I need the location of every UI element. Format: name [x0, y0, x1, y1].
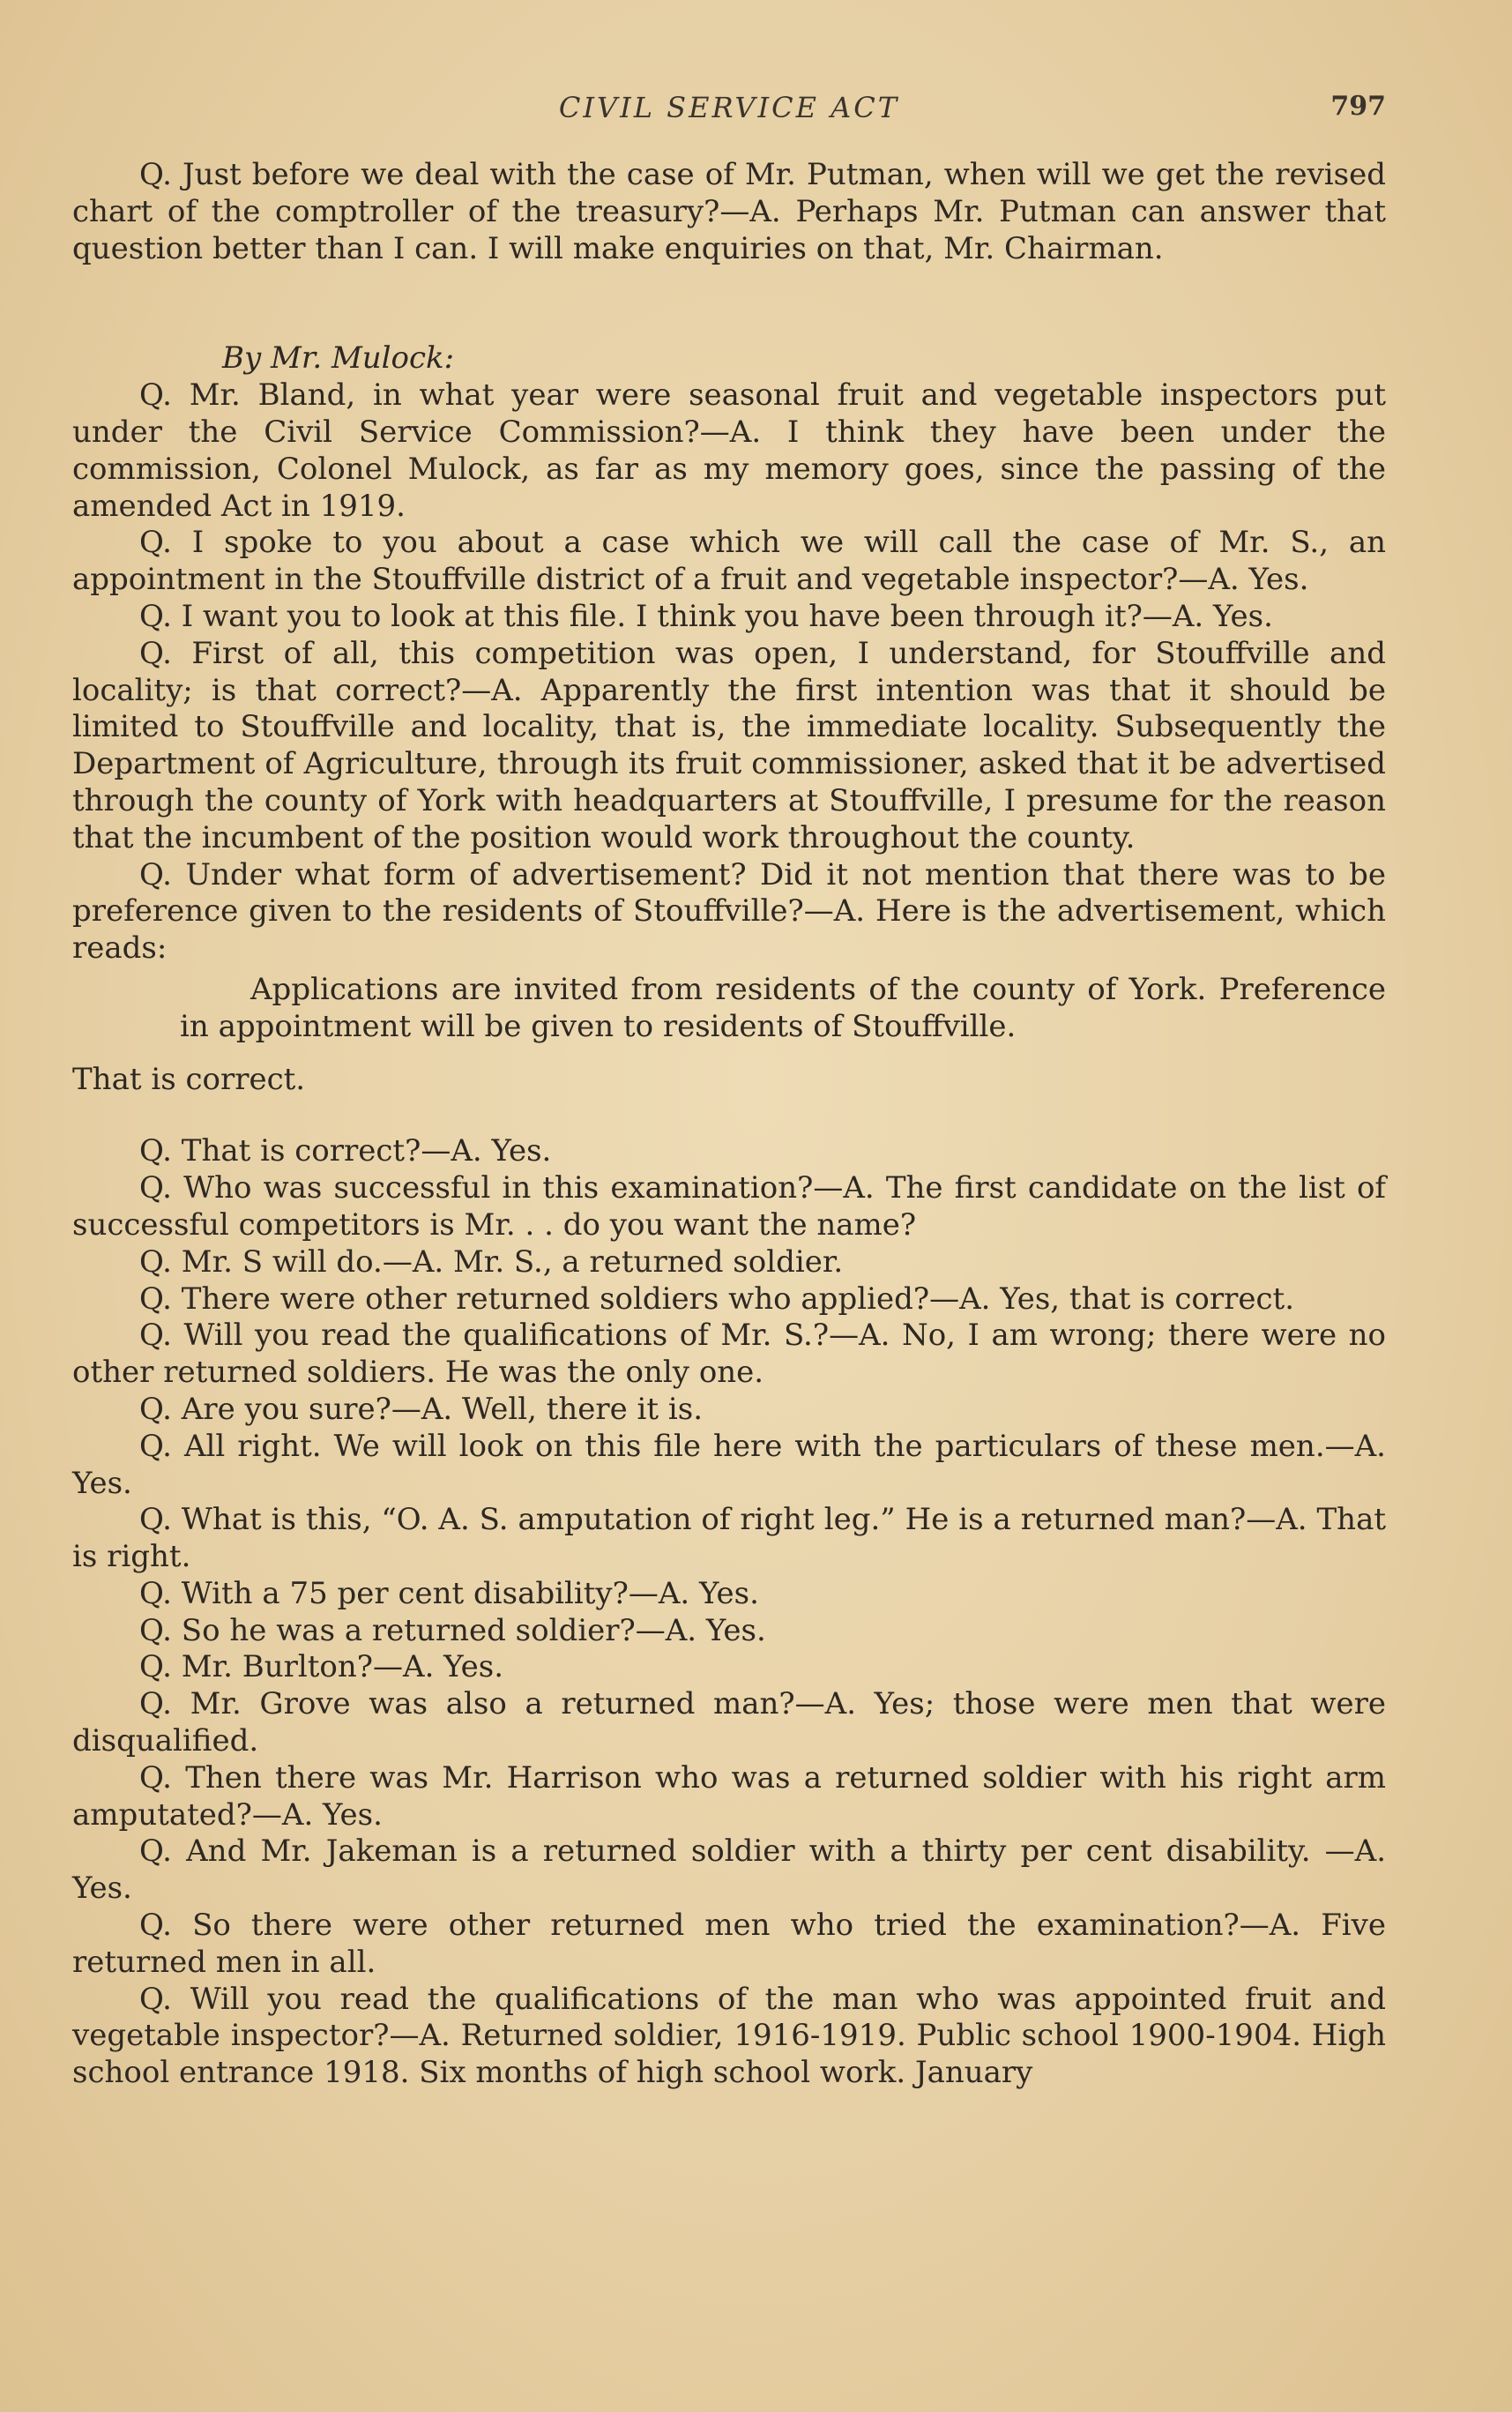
running-header [72, 91, 1386, 135]
testimony-paragraph: Q. Are you sure?—A. Well, there it is. [139, 1391, 704, 1427]
testimony-paragraph: Q. All right. We will look on this file here with the particulars of these men.—A. Yes. [72, 1428, 1386, 1501]
testimony-paragraph: Q. Just before we deal with the case of Mr. Putman, when will we get the revised chart of the comptroller of the treasury?—A. Perhaps Mr. Putman can answer that question better than I can. I will make enquiries on that, Mr. Chairman. [72, 157, 1386, 266]
block-quote: Applications are invited from residents of the county of York. Preference in appointment will be given to residents of Stouffville. [180, 971, 1386, 1044]
testimony-paragraph: Q. I spoke to you about a case which we will call the case of Mr. S., an appointment in the Stouffville district of a fruit and vegetable inspector?—A. Yes. [72, 525, 1386, 598]
testimony-paragraph: Q. What is this, “O. A. S. amputation of right leg.” He is a returned man?—A. That is right. [72, 1502, 1386, 1575]
page-number: 797 [1330, 91, 1386, 122]
testimony-paragraph: Q. That is correct?—A. Yes. [139, 1133, 552, 1169]
testimony-paragraph: Q. With a 75 per cent disability?—A. Yes. [139, 1575, 759, 1611]
testimony-paragraph: Q. Will you read the qualifications of the man who was appointed fruit and vegetable inspector?—A. Returned soldier, 1916-1919. Public school 1900-1904. High school entrance 1918. Six months of high school work. January [72, 1981, 1386, 2091]
plain-line: That is correct. [72, 1061, 306, 1097]
testimony-paragraph: Q. Mr. S will do.—A. Mr. S., a returned soldier. [139, 1243, 844, 1280]
testimony-paragraph: Q. Mr. Bland, in what year were seasonal fruit and vegetable inspectors put under the Civil Service Commission?—A. I think they have been under the commission, Colonel Mulock, as far as my memory goes, since the passing of the amended Act in 1919. [72, 377, 1386, 524]
testimony-paragraph: Q. Mr. Grove was also a returned man?—A. Yes; those were men that were disqualified. [72, 1686, 1386, 1759]
running-title: CIVIL SERVICE ACT [558, 91, 900, 124]
testimony-paragraph: Q. So there were other returned men who tried the examination?—A. Five returned men in all. [72, 1908, 1386, 1980]
testimony-paragraph: Q. Then there was Mr. Harrison who was a returned soldier with his right arm amputated?—A. Yes. [72, 1759, 1386, 1833]
testimony-paragraph: Q. I want you to look at this file. I think you have been through it?—A. Yes. [139, 598, 1273, 634]
testimony-paragraph: Q. Who was successful in this examination?—A. The first candidate on the list of successful competitors is Mr. . . do you want the name? [72, 1170, 1386, 1243]
testimony-paragraph: Q. Mr. Burlton?—A. Yes. [139, 1649, 504, 1685]
testimony-paragraph: Q. Will you read the qualifications of Mr. S.?—A. No, I am wrong; there were no other returned soldiers. He was the only one. [72, 1318, 1386, 1391]
testimony-paragraph: Q. And Mr. Jakeman is a returned soldier with a thirty per cent disability. —A. Yes. [72, 1833, 1386, 1907]
speaker-heading: By Mr. Mulock: [222, 340, 455, 377]
testimony-paragraph: Q. Under what form of advertisement? Did it not mention that there was to be preference given to the residents of Stouffville?—A. Here is the advertisement, which reads: [72, 856, 1386, 967]
body-text [72, 157, 1386, 2092]
testimony-paragraph: Q. There were other returned soldiers who applied?—A. Yes, that is correct. [139, 1281, 1294, 1317]
testimony-paragraph: Q. First of all, this competition was open, I understand, for Stouffville and locality; is that correct?—A. Apparently the first intention was that it should be limited to Stouffville and locality, that is, the immediate locality. Subsequently the Department of Agriculture, through its fruit commissioner, asked that it be advertised through the county of York with headquarters at Stouffville, I presume for the reason that the incumbent of the position would work throughout the county. [72, 635, 1386, 855]
testimony-paragraph: Q. So he was a returned soldier?—A. Yes. [139, 1612, 766, 1648]
